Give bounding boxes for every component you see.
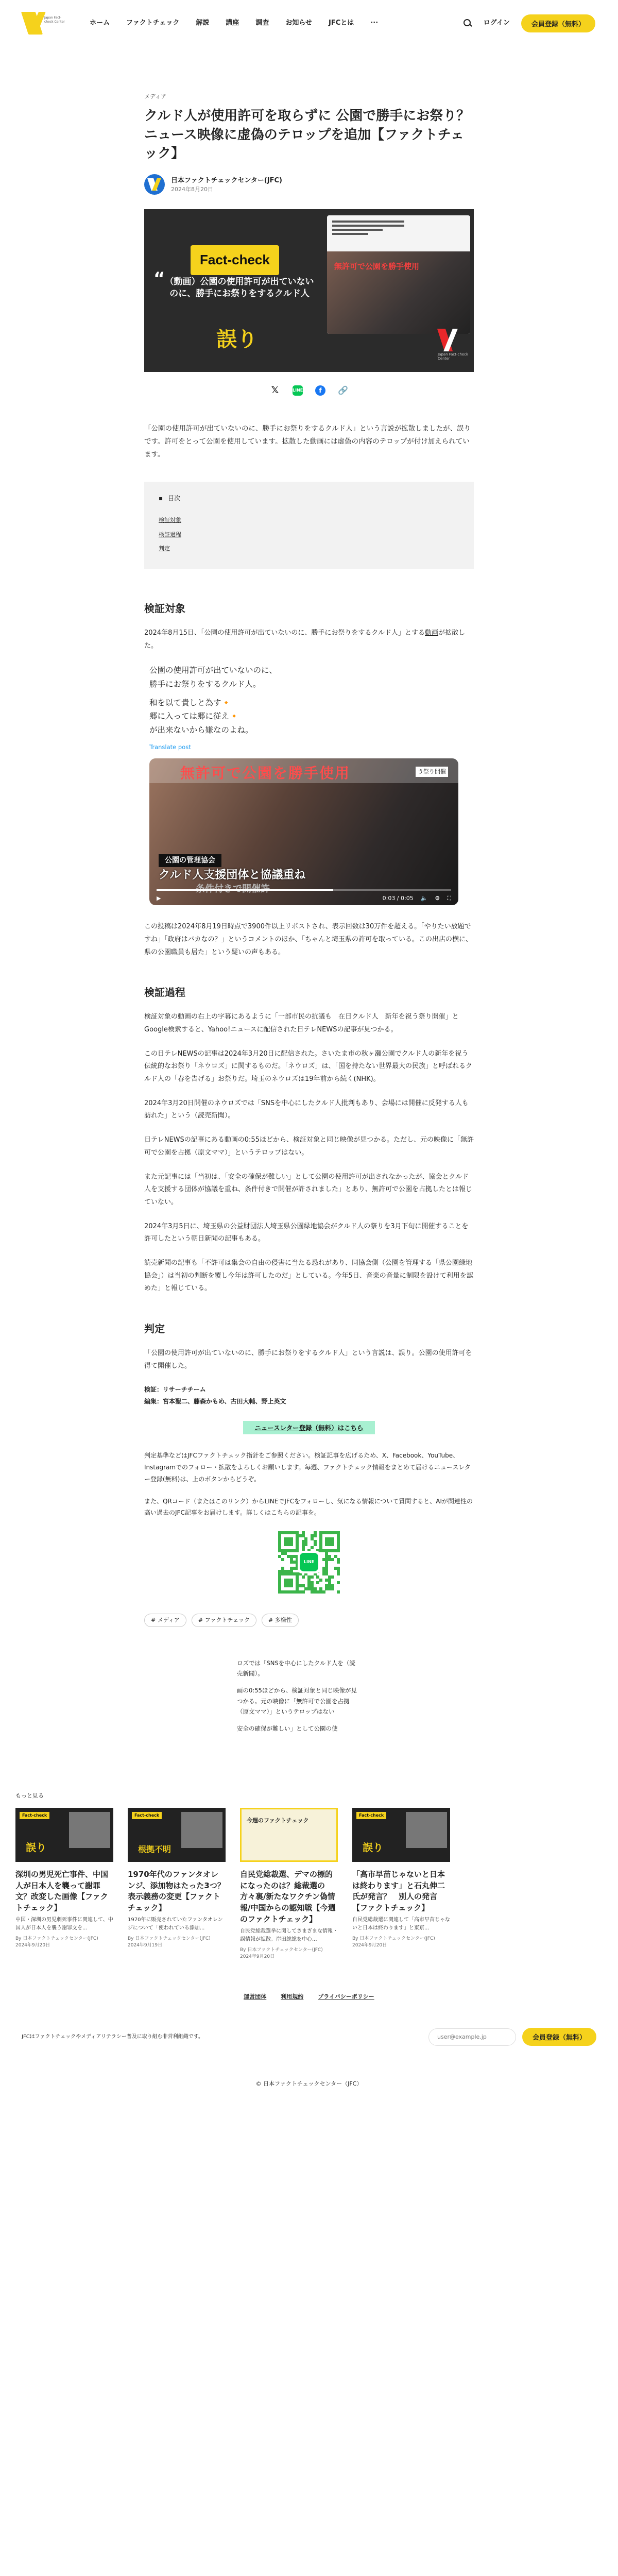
card-thumbnail[interactable]: Fact-check 根拠不明 xyxy=(128,1808,226,1862)
target-paragraph-2: この投稿は2024年8月19日時点で3900件以上リポストされ、表示回数は30万件を超える。「やりたい放題ですね」「政府はバカなの？」というコメントのほか、「ちゃんと埼玉県の許可を取っている。この出店の横に、県の公園職員も居た」という疑いの声もある。 xyxy=(144,923,473,956)
card-title[interactable]: 深圳の男児死亡事件、中国人が日本人を襲って謝罪文？改変した画像【ファクトチェック】 xyxy=(15,1869,109,1913)
related-articles xyxy=(0,1770,618,1961)
play-icon[interactable]: ▶ xyxy=(157,894,161,902)
card-meta: By 日本ファクトチェックセンター(JFC) 2024年9月19日 xyxy=(128,1936,211,1948)
logo-text: Japan Fact-check Center xyxy=(44,16,65,24)
card-description: 自民党総裁選に関連して「高市早苗じゃないと日本は終わります」と東京... xyxy=(352,1917,450,1931)
facebook-share-icon[interactable]: f xyxy=(315,385,325,396)
nav-course[interactable]: 講座 xyxy=(226,19,239,27)
related-card[interactable] xyxy=(240,1808,338,1961)
line-share-icon[interactable]: LINE xyxy=(293,385,303,396)
process-paragraph-4: 日テレNEWSの記事にある動画の0:55ほどから、検証対象と同じ映像が見つかる。ただし、元の映像に「無許可で公園を占拠（原文ママ）」というテロップはない。 xyxy=(144,1136,474,1157)
newsletter-register-button[interactable]: ニュースレター登録（無料）はこちら xyxy=(243,1421,374,1434)
share-bar xyxy=(144,385,474,396)
card-title[interactable]: 「高市早苗じゃないと日本は終わります」と石丸伸二氏が発言？ 別人の発言【ファクトチェック】 xyxy=(352,1869,445,1913)
toc-item-process[interactable]: 検証過程 xyxy=(159,531,181,538)
article-lead: 「公園の使用許可が出ていないのに、勝手にお祭りをするクルド人」という言説が拡散しましたが、誤りです。許可をとって公園を使用しています。拡散した動画には虚偽の内容のテロップが付け加えられています。 xyxy=(144,425,471,459)
toc-bullet-icon: ▪ xyxy=(159,495,163,502)
nav-research[interactable]: 調査 xyxy=(255,19,269,27)
hero-image xyxy=(144,209,474,372)
nav-about[interactable]: JFCとは xyxy=(329,19,354,27)
video-time: 0:03 / 0:05 xyxy=(382,894,414,902)
site-footer xyxy=(0,1992,618,2110)
tag-diversity[interactable]: # 多様性 xyxy=(262,1614,299,1626)
settings-icon[interactable]: ⚙ xyxy=(435,894,440,902)
guideline-note: 判定基準などはJFCファクトチェック指針をご参照ください。検証記事を広げるため、X、Facebook、YouTube、Instagramでのフォロー・拡散をよろしくお願いします。毎週、ファクトチェック情報をまとめて届けるニュースレター登録(無料)は、上のボタンからどうぞ。 xyxy=(144,1452,471,1483)
line-qr-label: LINE xyxy=(300,1553,318,1571)
hero-quote: （動画）公園の使用許可が出ていないのに、勝手にお祭りをするクルド人 xyxy=(165,277,314,299)
process-paragraph-6: 2024年3月5日に、埼玉県の公益財団法人埼玉県公園緑地協会がクルド人の祭りを3月下旬に開催することを許可したという朝日新聞の記事もある。 xyxy=(144,1222,469,1243)
embedded-post xyxy=(149,664,458,905)
toc-item-verdict[interactable]: 判定 xyxy=(159,545,170,552)
related-card[interactable] xyxy=(128,1808,226,1961)
copyright: © 日本ファクトチェックセンター（JFC） xyxy=(255,2080,363,2087)
card-title[interactable]: 1970年代のファンタオレンジ、添加物はたった3つ？ 表示義務の変更【ファクトチェック】 xyxy=(128,1869,225,1913)
video-link[interactable]: 動画 xyxy=(425,629,439,637)
process-paragraph-5: また元記事には「当初は、「安全の確保が難しい」として公園の使用許可が出されなかったが、協会とクルド人を支援する団体が協議を重ね、条件付きで開催が許されました」とあり、無許可で公園を占拠したとは報じていない。 xyxy=(144,1173,473,1206)
card-meta: By 日本ファクトチェックセンター(JFC) 2024年9月20日 xyxy=(240,1947,323,1960)
email-input[interactable] xyxy=(428,2028,516,2046)
toc-label: 目次 xyxy=(168,495,181,502)
card-thumbnail[interactable]: Fact-check 誤り xyxy=(352,1808,450,1862)
nav-factcheck[interactable]: ファクトチェック xyxy=(126,19,180,27)
video-top-text: 無許可で公園を勝手使用 xyxy=(180,765,351,782)
article-title: クルド人が使用許可を取らずに 公園で勝手にお祭り？ニュース映像に虚偽のテロップを追加【ファクトチェック】 xyxy=(144,108,470,162)
x-share-icon[interactable]: 𝕏 xyxy=(271,385,279,396)
post-text: 公園の使用許可が出ていないのに、 勝手にお祭りをするクルド人。 和を以て貴しと為す🔸 郷に入っては郷に従え🔸 が出来ないから嫌なのよね。 xyxy=(149,666,278,735)
hero-verdict: 誤り xyxy=(216,328,258,352)
site-header xyxy=(0,0,618,46)
login-link[interactable]: ログイン xyxy=(483,19,510,27)
fullscreen-icon[interactable]: ⛶ xyxy=(447,894,451,902)
jfc-logo xyxy=(438,329,469,367)
table-of-contents xyxy=(144,482,474,569)
jfc-logo-text: Japan Fact-check Center xyxy=(438,352,469,361)
site-logo[interactable] xyxy=(23,8,64,39)
excerpt-line-3: 安全の確保が難しい」として公園の使 xyxy=(237,1724,338,1732)
excerpt-line-1: ロズでは「SNSを中心にしたクルド人を（読売新聞）。 xyxy=(237,1659,355,1677)
section-title-verdict: 判定 xyxy=(144,1323,165,1335)
hero-overlay-text: 無許可で公園を勝手使用 xyxy=(334,262,420,272)
tag-media[interactable]: # メディア xyxy=(144,1614,186,1626)
footer-link-organization[interactable]: 運営団体 xyxy=(244,1993,267,2000)
footer-link-privacy[interactable]: プライバシーポリシー xyxy=(318,1993,374,2000)
line-qr-code[interactable] xyxy=(278,1531,340,1593)
card-description: 自民党総裁選挙に関してさまざまな情報・誤情報が拡散。岸田総総を中心... xyxy=(240,1928,338,1942)
video-caption-1: 公園の管理協会 xyxy=(159,854,221,867)
process-paragraph-1: 検証対象の動画の右上の字幕にあるように「一部市民の抗議も 在日クルド人 新年を祝う祭り開催」とGoogle検索すると、Yahoo!ニュースに配信された日テレNEWSの記事が見つかる。 xyxy=(144,1013,459,1034)
credits-research: 検証：リサーチチーム xyxy=(144,1386,206,1394)
volume-icon[interactable]: 🔈 xyxy=(420,894,428,902)
translate-post-link[interactable]: Translate post xyxy=(149,743,191,751)
related-heading: もっと見る xyxy=(15,1792,44,1799)
section-title-target: 検証対象 xyxy=(144,602,185,615)
line-follow-note: また、QRコード（またはこのリンク）からLINEでJFCをフォローし、気になる情報について質問すると、AIが関連性の高い過去のJFC記事をお届けします。詳しくはこちらの記事を。 xyxy=(144,1497,473,1517)
card-title[interactable]: 自民党総裁選、デマの標的になったのは？総裁選の方々裏/新たなワクチン偽情報/中国からの認知戦【今週のファクトチェック】 xyxy=(240,1869,336,1924)
article xyxy=(144,46,474,1734)
quote-icon: “ xyxy=(153,268,165,290)
factcheck-badge: Fact-check xyxy=(191,245,279,275)
credits xyxy=(144,1384,474,1408)
section-title-process: 検証過程 xyxy=(144,986,185,999)
tag-list xyxy=(144,1614,474,1626)
video-top-subtitle: う祭り開催 xyxy=(416,767,448,776)
author-name[interactable]: 日本ファクトチェックセンター(JFC) xyxy=(171,176,282,184)
process-paragraph-7: 読売新聞の記事も「不許可は集会の自由の侵害に当たる恐れがあり、同協会側（公園を管理する「県公園緑地協会」）は当初の判断を覆し今年は許可したのだ」としている。今年5日、音楽の音量に制限を設けて利用を認めた」と報じている。 xyxy=(144,1259,473,1293)
hero-screenshot xyxy=(327,215,470,334)
avatar[interactable] xyxy=(144,174,165,195)
footer-register-button[interactable]: 会員登録（無料） xyxy=(522,2028,596,2046)
card-meta: By 日本ファクトチェックセンター(JFC) 2024年9月20日 xyxy=(352,1936,435,1948)
embedded-video[interactable] xyxy=(149,758,458,905)
author-row xyxy=(144,174,474,195)
publish-date: 2024年8月20日 xyxy=(171,185,213,193)
search-icon[interactable] xyxy=(463,19,472,28)
main-nav xyxy=(81,18,386,29)
footer-description: JFCはファクトチェックやメディアリテラシー普及に取り組む非営利組織です。 xyxy=(22,2034,203,2040)
related-card[interactable] xyxy=(352,1808,450,1961)
nav-more[interactable]: ··· xyxy=(370,19,379,27)
card-description: 1970年に販売されていたファンタオレンジについて「使われている添加... xyxy=(128,1917,223,1931)
nav-explainer[interactable]: 解説 xyxy=(196,19,210,27)
nav-home[interactable]: ホーム xyxy=(90,19,110,27)
nav-news[interactable]: お知らせ xyxy=(285,19,313,27)
register-button[interactable]: 会員登録（無料） xyxy=(521,14,595,32)
target-paragraph-1: 2024年8月15日、「公園の使用許可が出ていないのに、勝手にお祭りをするクルド人」とする動画が拡散した。 xyxy=(144,629,466,650)
tag-factcheck[interactable]: # ファクトチェック xyxy=(192,1614,256,1626)
article-category[interactable]: メディア xyxy=(144,93,167,100)
video-caption-2: クルド人支援団体と協議重ね xyxy=(159,869,306,882)
excerpt-line-2: 画の0:55ほどから、検証対象と同じ映像が見つかる。元の映像に「無許可で公園を占拠（原文ママ）」というテロップはない xyxy=(237,1686,357,1716)
process-paragraph-3: 2024年3月20日開催のネウロズでは「SNSを中心にしたクルド人批判もあり、会場には開催に反発する人も訪れた」という（読売新聞）。 xyxy=(144,1099,469,1120)
card-description: 中国・深圳の男児刺死事件に関連して、中国人が日本人を襲う謝罪文を... xyxy=(15,1917,113,1931)
credits-editors: 編集：宮本聖二、藤森かもめ、古田大輔、野上英文 xyxy=(144,1398,286,1405)
toc-item-target[interactable]: 検証対象 xyxy=(159,517,181,524)
card-thumbnail[interactable]: 今週のファクトチェック xyxy=(240,1808,338,1862)
related-card[interactable] xyxy=(15,1808,113,1961)
footer-link-terms[interactable]: 利用規約 xyxy=(281,1993,304,2000)
card-thumbnail[interactable]: Fact-check 誤り xyxy=(15,1808,113,1862)
process-paragraph-2: この日テレNEWSの記事は2024年3月20日に配信された。さいたま市の秋ヶ瀬公園でクルド人の新年を祝う伝統的なお祭り「ネウロズ」に関するものだ。「ネウロズ」は、「国を持たない世界最大の民族」と呼ばれるクルド人の「春を告げる」お祭りだ。埼玉のネウロズは19年前から続く(NHK)。 xyxy=(144,1049,473,1083)
card-meta: By 日本ファクトチェックセンター(JFC) 2024年9月20日 xyxy=(15,1936,98,1948)
verdict-paragraph: 「公園の使用許可が出ていないのに、勝手にお祭りをするクルド人」という言説は、誤り。公園の使用許可を得て開催した。 xyxy=(144,1349,472,1370)
link-copy-icon[interactable]: 🔗 xyxy=(338,385,348,396)
text-excerpt xyxy=(237,1658,360,1734)
